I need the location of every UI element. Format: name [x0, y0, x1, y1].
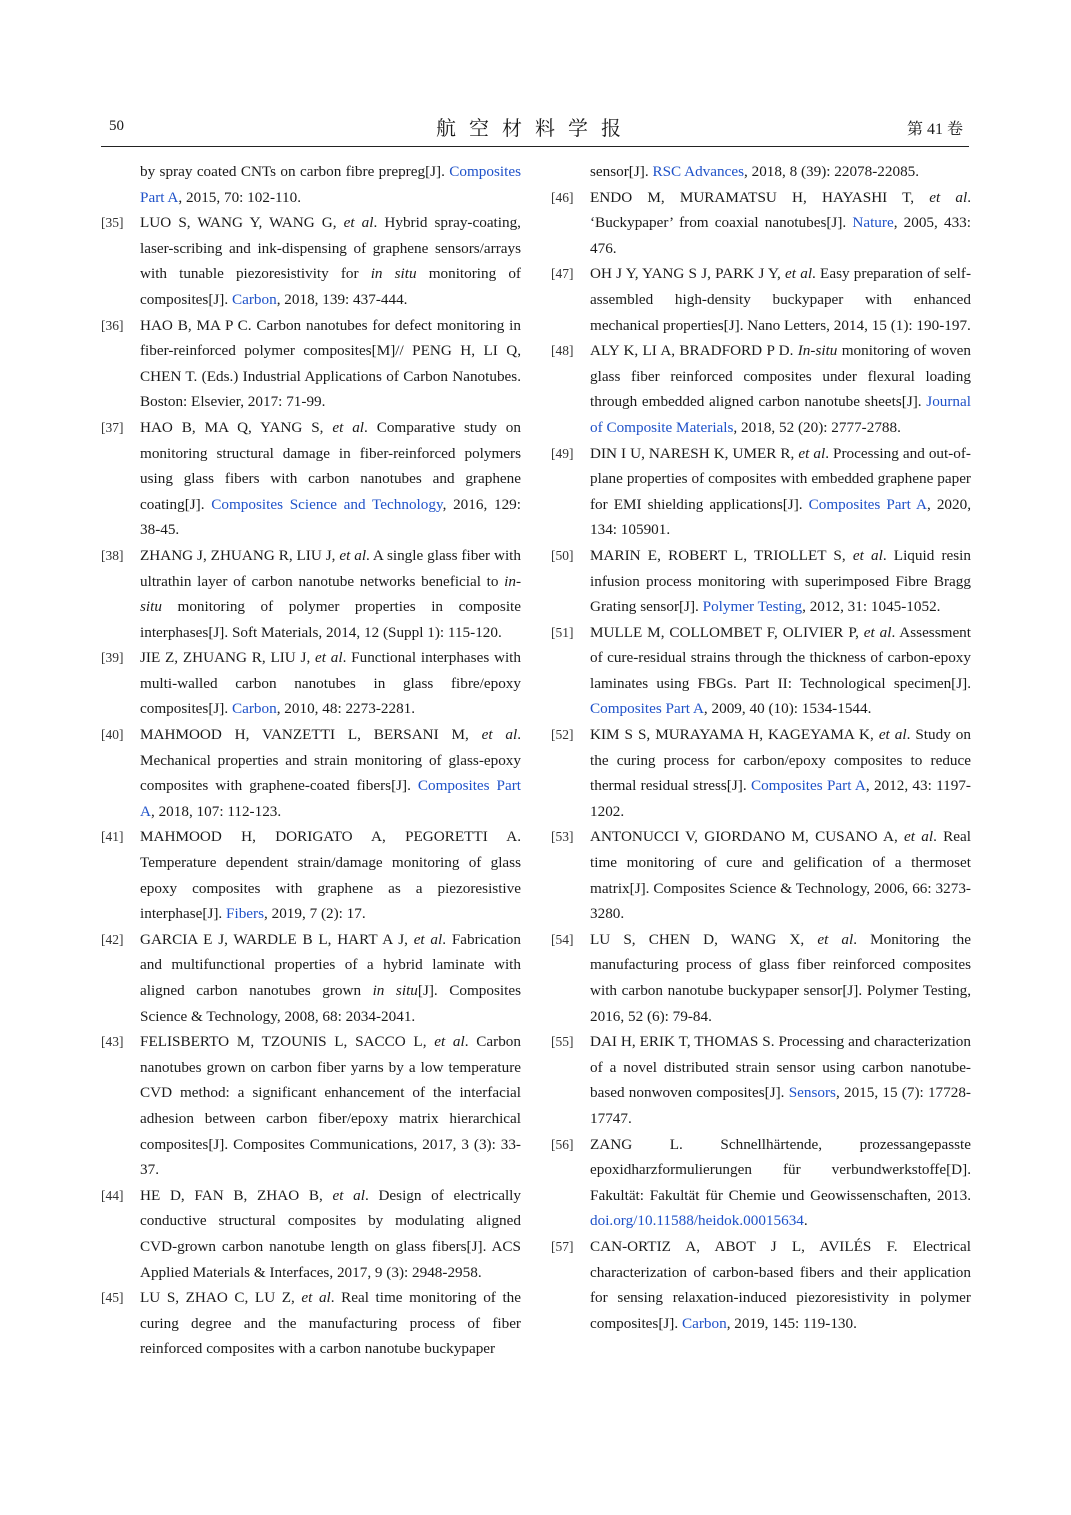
reference-text: monitoring of woven glass fiber reinforced composites under flexural loading through embedded aligned carbon nanotube sheets[J]. — [590, 342, 972, 411]
reference-item — [101, 1285, 521, 1362]
italic-text: et al — [785, 265, 813, 283]
reference-link[interactable]: Composites Part A — [590, 700, 704, 718]
reference-number: [57] — [551, 1238, 574, 1254]
reference-link[interactable]: Journal of Composite Materials — [590, 393, 971, 436]
italic-text: et al — [798, 444, 826, 462]
reference-text: . Fabrication and multifunctional properties of a hybrid laminate with aligned carbon nanotubes grown — [140, 930, 521, 999]
reference-item — [551, 1132, 971, 1234]
reference-text: sensor[J]. — [590, 163, 653, 180]
reference-text: MULLE M, COLLOMBET F, OLIVIER P, — [590, 623, 864, 641]
reference-text: LU S, ZHAO C, LU Z, — [140, 1289, 302, 1307]
reference-number: [39] — [101, 650, 124, 666]
reference-number: [42] — [101, 931, 124, 947]
italic-text: et al — [339, 546, 367, 564]
reference-item — [101, 927, 521, 1029]
reference-text: , 2010, 48: 2273-2281. — [276, 700, 416, 718]
italic-text: et al — [332, 418, 365, 436]
reference-text: OH J Y, YANG S J, PARK J Y, — [590, 265, 786, 283]
reference-number: [43] — [101, 1034, 124, 1050]
reference-text: DAI H, ERIK T, THOMAS S. Processing and characterization of a novel distributed strain sensor using carbon nanotube-based nonwoven composites[J]. — [590, 1033, 971, 1102]
reference-text: . Comparative study on monitoring structural damage in fiber-reinforced polymers using glass fibers with carbon nanotubes and graphene coating[J]. — [140, 418, 521, 513]
reference-text: . Monitoring the manufacturing process of glass fiber reinforced composites with carbon nanotube buckypaper sensor[J]. Polymer Testing, 2016, 52 (6): 79-84. — [590, 930, 971, 1025]
reference-text: . Assessment of cure-residual strains through the thickness of carbon-epoxy laminates using FBGs. Part II: Technological specimen[J]. — [590, 623, 971, 692]
reference-text: KIM S S, MURAYAMA H, KAGEYAMA K, — [590, 726, 879, 744]
italic-text: et al — [413, 930, 443, 948]
reference-link[interactable]: Carbon — [681, 1314, 727, 1332]
reference-text: . Carbon nanotubes grown on carbon fiber yarns by a low temperature CVD method: a significant enhancement of the interfacial adhesion between carbon fiber/epoxy matrix hierarchical composites[J]. Composites Communications, 2017, 3 (3): 33-37. — [140, 1033, 521, 1179]
reference-text: , 2012, 43: 1197-1202. — [590, 777, 971, 820]
reference-item — [551, 1234, 971, 1336]
reference-text: . Real time monitoring of the curing degree and the manufacturing process of fiber reinforced composites with a carbon nanotube buckypaper — [140, 1289, 521, 1358]
reference-text: HAO B, MA Q, YANG S, — [140, 418, 333, 436]
reference-link[interactable]: Carbon — [231, 700, 277, 718]
reference-item — [101, 645, 521, 722]
reference-text: . Easy preparation of self-assembled high-density buckypaper with enhanced mechanical properties[J]. Nano Letters, 2014, 15 (1): 190-197. — [590, 265, 972, 334]
reference-link[interactable]: Composites Part A — [808, 495, 927, 513]
reference-link[interactable]: doi.org/10.11588/heidok.00015634 — [590, 1212, 804, 1230]
reference-text: , 2018, 8 (39): 22078-22085. — [744, 163, 920, 180]
reference-number: [37] — [101, 419, 124, 435]
running-header — [101, 110, 969, 147]
reference-item — [551, 620, 971, 722]
reference-link[interactable]: Polymer Testing — [702, 598, 803, 616]
reference-text: , 2012, 31: 1045-1052. — [802, 598, 941, 616]
reference-link[interactable]: RSC Advances — [652, 163, 744, 180]
reference-text: , 2019, 145: 119-130. — [726, 1314, 857, 1332]
volume-label: 第 41 卷 — [906, 121, 963, 138]
reference-text: . Mechanical properties and strain monitoring of glass-epoxy composites with graphene-coated fibers[J]. — [140, 726, 521, 795]
reference-text: LU S, CHEN D, WANG X, — [590, 930, 818, 948]
reference-item — [101, 415, 521, 543]
italic-text: et al — [863, 623, 892, 641]
reference-text: by spray coated CNTs on carbon fibre prepreg[J]. — [140, 163, 450, 180]
reference-text: ZANG L. Schnellhärtende, prozessangepasste epoxidharzformulierungen für verbundwerkstoffe[D]. Fakultät: Fakultät für Chemie und Geowissenschaften, 2013. — [590, 1135, 971, 1204]
reference-number: [48] — [551, 343, 574, 359]
reference-number: [45] — [101, 1290, 124, 1306]
reference-link[interactable]: Carbon — [231, 290, 277, 308]
page-number: 50 — [109, 118, 124, 134]
reference-text: HE D, FAN B, ZHAO B, — [140, 1186, 333, 1204]
reference-item — [101, 824, 521, 926]
italic-text: et al — [434, 1033, 465, 1051]
reference-text: CAN-ORTIZ A, ABOT J L, AVILÉS F. Electrical characterization of carbon-based fibers and their application for sensing relaxation-induced piezoresistivity in polymer composites[J]. — [590, 1237, 971, 1332]
italic-text: et al — [904, 828, 934, 846]
reference-number: [54] — [551, 931, 574, 947]
reference-text: DIN I U, NARESH K, UMER R, — [590, 444, 799, 462]
reference-text: GARCIA E J, WARDLE B L, HART A J, — [140, 930, 414, 948]
reference-link[interactable]: Fibers — [226, 905, 264, 923]
reference-text: HAO B, MA P C. Carbon nanotubes for defect monitoring in fiber-reinforced polymer composites[M]// PENG H, LI Q, CHEN T. (Eds.) Industrial Applications of Carbon Nanotubes. Boston: Elsevier, 2017: 71-99. — [140, 316, 521, 411]
reference-number: [38] — [101, 547, 124, 563]
reference-text: ZHANG J, ZHUANG R, LIU J, — [140, 546, 340, 564]
reference-continuation — [551, 159, 971, 185]
italic-text: et al — [929, 188, 968, 206]
reference-number: [40] — [101, 727, 124, 743]
reference-text: , 2009, 40 (10): 1534-1544. — [703, 700, 872, 718]
reference-text: . Real time monitoring of cure and gelification of a thermoset matrix[J]. Composites Science & Technology, 2006, 66: 3273-3280. — [590, 828, 971, 923]
italic-text: et al — [343, 214, 374, 232]
reference-link[interactable]: Composites Science and Technology — [211, 495, 443, 513]
reference-item — [101, 1183, 521, 1285]
reference-text: , 2005, 433: 476. — [590, 214, 971, 257]
reference-text: LUO S, WANG Y, WANG G, — [140, 214, 344, 232]
reference-text: . ‘Buckypaper’ from coaxial nanotubes[J]. — [590, 188, 971, 232]
italic-text: et al — [481, 726, 518, 744]
reference-text: , 2015, 15 (7): 17728-17747. — [590, 1084, 971, 1127]
reference-text: . Functional interphases with multi-walled carbon nanotubes in glass fibre/epoxy composites[J]. — [140, 649, 522, 718]
reference-text: . Liquid resin infusion process monitoring with superimposed Fibre Bragg Grating sensor[J]. — [590, 546, 971, 616]
journal-title: 航空材料学报 — [436, 118, 634, 140]
reference-number: [41] — [101, 829, 124, 845]
reference-number: [35] — [101, 215, 124, 231]
italic-text: in-situ — [140, 572, 521, 616]
reference-item — [101, 210, 521, 312]
italic-text: et al — [852, 546, 883, 564]
reference-text: . Design of electrically conductive structural composites by modulating aligned CVD-grown carbon nanotube length on glass fibers[J]. ACS Applied Materials & Interfaces, 2017, 9 (3): 2948-2958. — [140, 1186, 521, 1281]
reference-item — [551, 722, 971, 824]
reference-item — [551, 824, 971, 926]
italic-text: et al — [878, 726, 907, 744]
right-column — [551, 159, 971, 1336]
reference-text: , 2020, 134: 105901. — [590, 495, 972, 539]
reference-text: . Hybrid spray-coating, laser-scribing and ink-dispensing of graphene sensors/arrays with tunable piezoresistivity for — [140, 214, 521, 283]
reference-item — [101, 1029, 521, 1183]
reference-number: [56] — [551, 1136, 574, 1152]
reference-text: , 2018, 107: 112-123. — [150, 802, 282, 820]
reference-text: JIE Z, ZHUANG R, LIU J, — [140, 649, 316, 667]
italic-text: et al — [301, 1289, 331, 1307]
reference-text: , 2019, 7 (2): 17. — [264, 905, 366, 923]
reference-link[interactable]: Composites Part A — [140, 163, 521, 206]
reference-number: [47] — [551, 266, 574, 282]
reference-text: ALY K, LI A, BRADFORD P D. — [590, 342, 798, 360]
italic-text: et al — [332, 1186, 365, 1204]
italic-text: et al — [315, 649, 343, 667]
reference-text: MAHMOOD H, VANZETTI L, BERSANI M, — [140, 726, 482, 744]
reference-item — [551, 543, 971, 620]
reference-item — [101, 543, 521, 645]
reference-text: , 2016, 129: 38-45. — [140, 495, 521, 539]
italic-text: in situ — [372, 982, 418, 999]
reference-item — [101, 313, 521, 415]
reference-item — [551, 441, 971, 543]
reference-item — [551, 338, 971, 440]
reference-number: [44] — [101, 1187, 124, 1203]
reference-text: , 2015, 70: 102-110. — [178, 188, 302, 206]
reference-text: . — [803, 1212, 808, 1230]
reference-number: [36] — [101, 317, 124, 333]
reference-item — [551, 927, 971, 1029]
reference-item — [551, 1029, 971, 1131]
reference-text: FELISBERTO M, TZOUNIS L, SACCO L, — [140, 1033, 435, 1051]
reference-link[interactable]: Composites Part A — [750, 777, 866, 795]
reference-text: [J]. Composites Science & Technology, 2008, 68: 2034-2041. — [140, 982, 521, 1025]
italic-text: in situ — [370, 265, 417, 283]
reference-link[interactable]: Sensors — [788, 1084, 836, 1102]
reference-text: monitoring of polymer properties in composite interphases[J]. Soft Materials, 2014, 12 (Suppl 1): 115-120. — [140, 598, 521, 641]
reference-text: MAHMOOD H, DORIGATO A, PEGORETTI A. Temperature dependent strain/damage monitoring of glass epoxy composites with graphene as a piezoresistive interphase[J]. — [140, 828, 521, 923]
reference-text: MARIN E, ROBERT L, TRIOLLET S, — [590, 546, 853, 564]
reference-text: , 2018, 139: 437-444. — [276, 290, 408, 308]
reference-number: [49] — [551, 445, 574, 461]
reference-number: [52] — [551, 727, 574, 743]
reference-text: . Study on the curing process for carbon/epoxy composites to reduce thermal residual stress[J]. — [590, 726, 971, 795]
reference-number: [51] — [551, 624, 574, 640]
reference-link[interactable]: Composites Part A — [140, 777, 521, 820]
reference-number: [53] — [551, 829, 574, 845]
italic-text: et al — [817, 930, 854, 948]
reference-item — [101, 722, 521, 824]
reference-item — [551, 261, 971, 338]
reference-item — [551, 185, 971, 262]
italic-text: In-situ — [797, 342, 838, 360]
reference-number: [46] — [551, 189, 574, 205]
reference-continuation — [101, 159, 521, 210]
reference-text: monitoring of composites[J]. — [140, 265, 521, 308]
reference-text: , 2018, 52 (20): 2777-2788. — [733, 418, 901, 436]
reference-text: ENDO M, MURAMATSU H, HAYASHI T, — [590, 188, 930, 206]
reference-number: [50] — [551, 547, 574, 563]
reference-text: . A single glass fiber with ultrathin layer of carbon nanotube networks beneficial to — [140, 546, 521, 590]
left-column — [101, 159, 521, 1362]
reference-text: . Processing and out-of-plane properties of composites with embedded graphene paper for EMI shielding applications[J]. — [590, 444, 971, 513]
reference-number: [55] — [551, 1034, 574, 1050]
reference-link[interactable]: Nature — [852, 214, 894, 232]
reference-text: ANTONUCCI V, GIORDANO M, CUSANO A, — [590, 828, 905, 846]
